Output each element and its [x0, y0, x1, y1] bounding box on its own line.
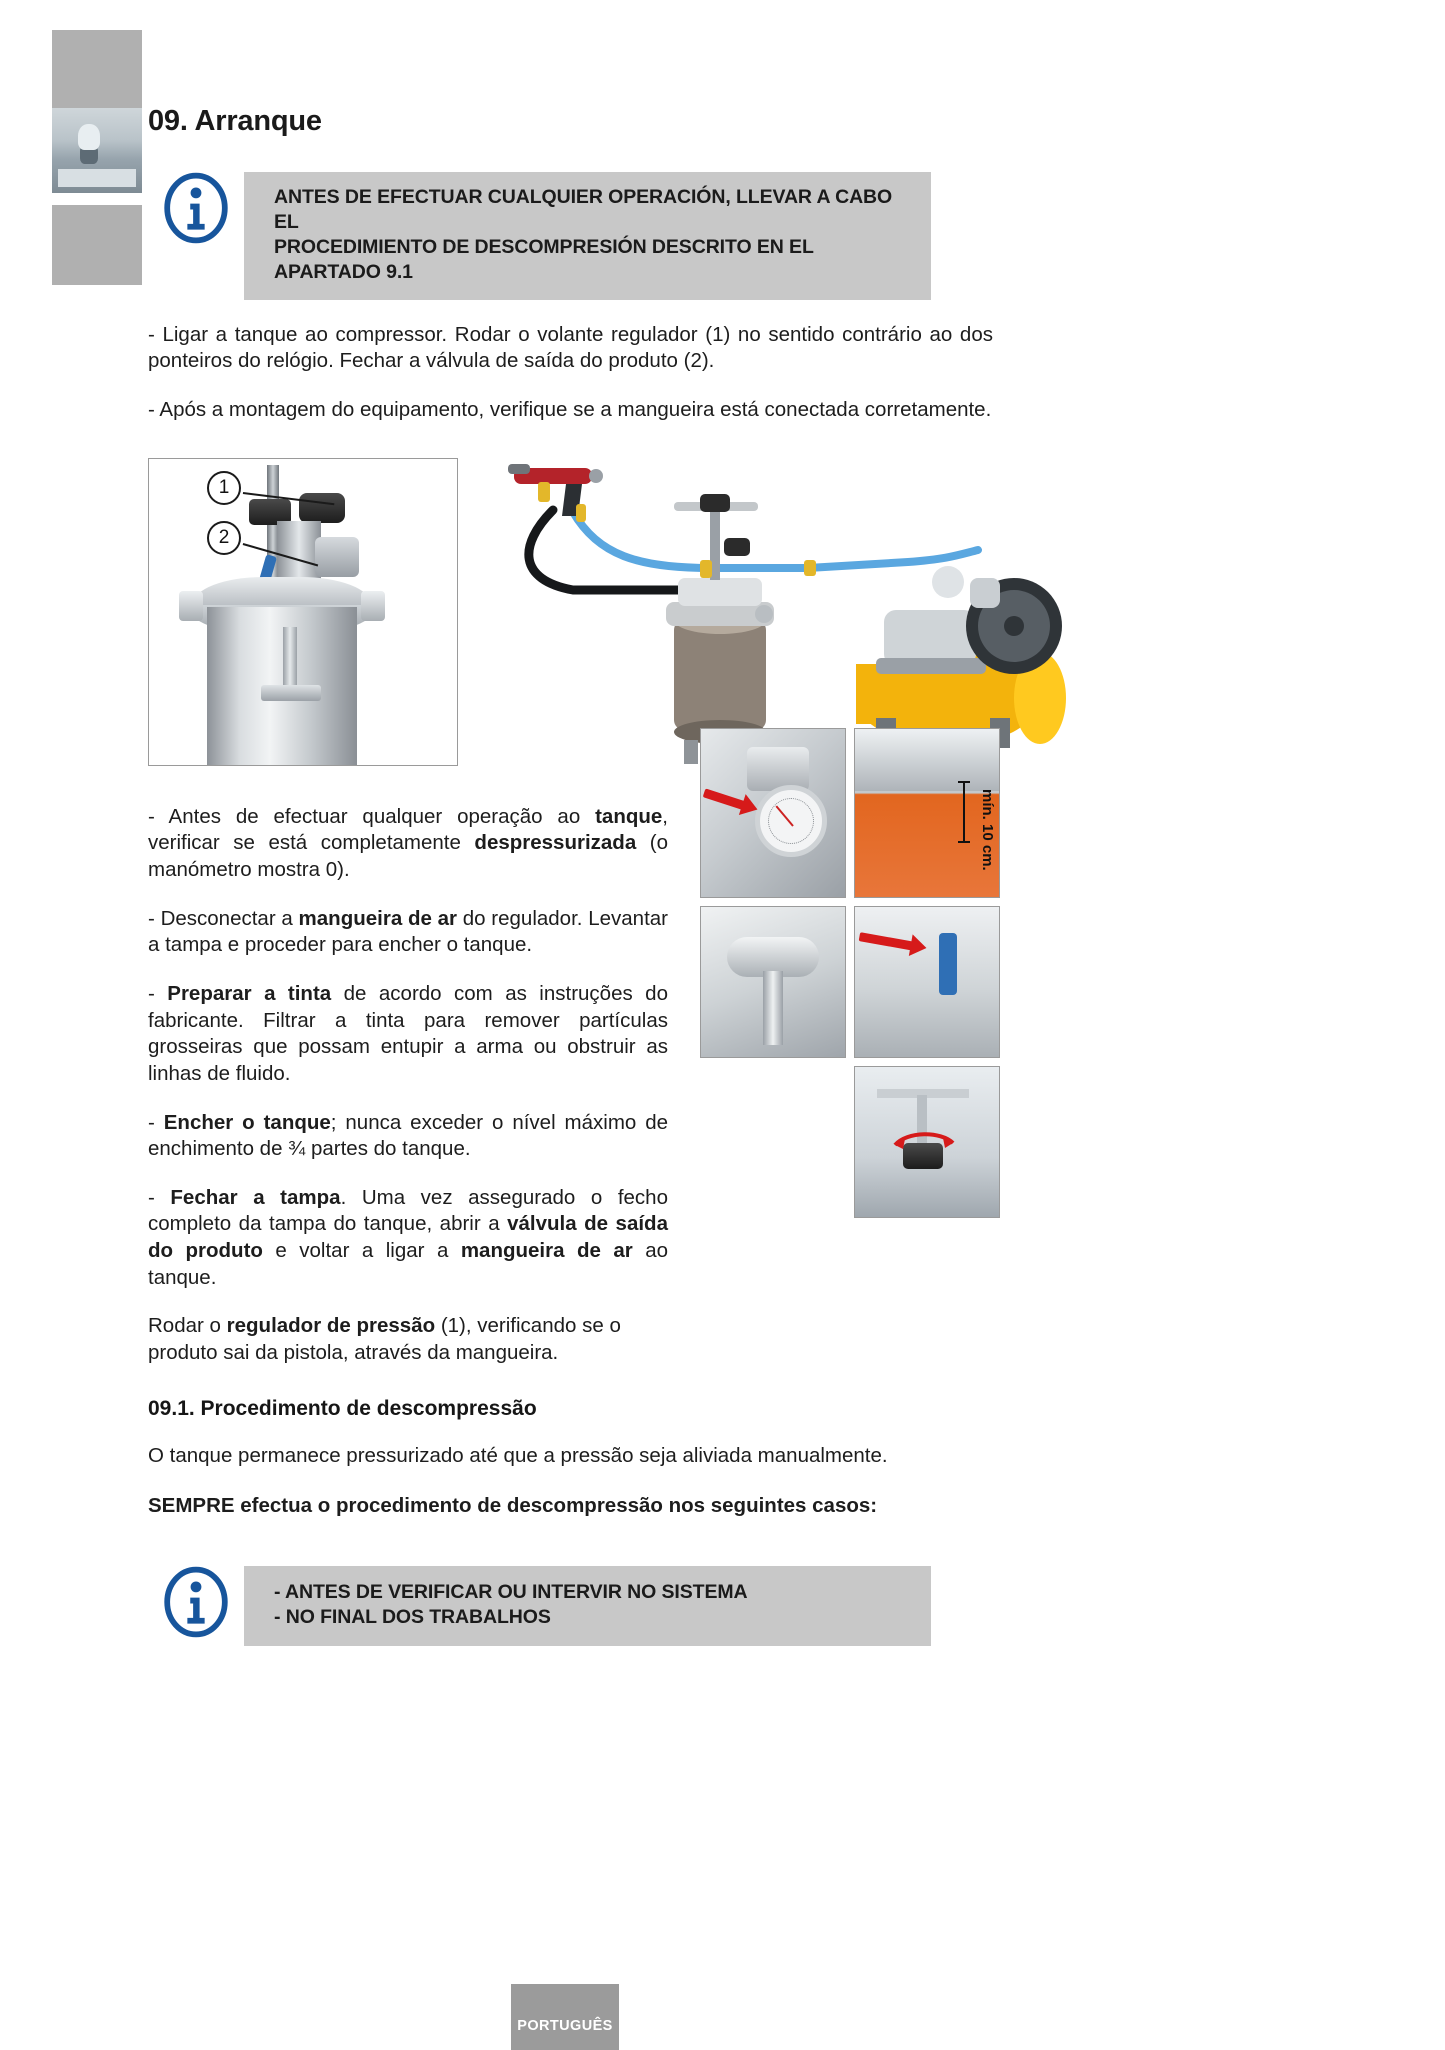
tank-outlet-foot — [261, 685, 321, 701]
tank-manifold — [315, 537, 359, 577]
step-preparar-tinta — [148, 981, 668, 1088]
step-despressurizada — [148, 804, 668, 884]
step-desconectar-mangueira — [148, 906, 668, 959]
thumb-lid-clamp — [700, 906, 846, 1058]
strip-block-photo — [52, 108, 142, 193]
tank-knob-right — [299, 493, 345, 523]
text-part-bold: mangueira de ar — [298, 906, 458, 930]
min-value-text: 10 cm. — [979, 824, 996, 871]
info-circle-icon — [160, 172, 232, 244]
figure-callout-1: 1 — [207, 471, 241, 505]
text-part: - Desconectar a — [148, 906, 299, 930]
callout-text-bar — [244, 172, 931, 300]
gauge-ticks — [768, 798, 814, 844]
intro-paragraph-2: - Após a montagem do equipamento, verifique se a mangueira está conectada corretamente. — [148, 398, 992, 422]
min-label-text: mín. — [979, 789, 996, 820]
text-part: - — [148, 981, 168, 1005]
text-part: de acordo com as instruções do fabricante. Filtrar a tinta para remover partículas grosseiras que possam entupir a arma ou obstruir as linhas de fluido. — [148, 981, 668, 1085]
text-part: - — [148, 1185, 171, 1209]
text-part-bold: Preparar a tinta — [167, 981, 332, 1005]
red-pointer-arrow-icon — [703, 788, 748, 810]
text-part: - Antes de efectuar qualquer operação ao — [148, 804, 596, 828]
text-part: Rodar o — [148, 1314, 227, 1338]
text-part: ; nunca exceder o nível máximo de enchimento de ¾ partes do tanque. — [148, 1110, 669, 1161]
clamp-stem — [763, 971, 783, 1045]
thumbnail-grid — [700, 728, 1000, 1226]
text-part-bold: despressurizada — [474, 831, 637, 855]
callout-line-1: ANTES DE EFECTUAR CUALQUIER OPERACIÓN, LLEVAR A CABO EL — [274, 186, 893, 233]
decompression-always-line: SEMPRE efectua o procedimento de descompressão nos seguintes casos: — [148, 1494, 878, 1518]
callout-bottom-line-1: - ANTES DE VERIFICAR OU INTERVIR NO SISTEMA — [274, 1580, 748, 1603]
callout-warning-bottom — [148, 1566, 931, 1646]
step-encher-tanque — [148, 1110, 668, 1163]
text-part: , verificar se está completamente — [148, 804, 668, 855]
thumb-fill-level — [854, 728, 1000, 898]
text-part: ao tanque. — [148, 1239, 669, 1289]
callout-bottom-line-2: - NO FINAL DOS TRABALHOS — [274, 1605, 551, 1628]
text-part: (1), verificando se o produto sai da pistola, através da mangueira. — [148, 1314, 621, 1364]
text-part: e voltar a ligar a — [262, 1239, 461, 1263]
min-height-label — [979, 789, 995, 871]
strip-block-gray-top — [52, 30, 142, 108]
text-part: (o manómetro mostra 0). — [148, 831, 668, 882]
thumb-regulator-knob — [854, 1066, 1000, 1218]
thumbnail-row-1 — [700, 728, 1000, 898]
callout-line-2: PROCEDIMIENTO DE DESCOMPRESIÓN DESCRITO EN EL APARTADO 9.1 — [274, 235, 814, 283]
tank-outlet-stem — [283, 627, 297, 689]
step-rodar-regulador — [148, 1313, 668, 1366]
thumb-blue-lever — [854, 906, 1000, 1058]
tank-clamp-right — [361, 591, 385, 621]
text-part: do regulador. Levantar a tampa e proceder para encher o tanque. — [148, 906, 668, 957]
info-icon-wrap — [148, 172, 244, 244]
text-part: - — [148, 1110, 164, 1134]
step-fechar-tampa — [148, 1185, 668, 1292]
tank-image — [149, 459, 457, 765]
footer-language-tab: PORTUGUÊS — [511, 1984, 619, 2050]
text-part-bold: Encher o tanque — [163, 1110, 331, 1134]
text-part-bold: tanque — [595, 804, 663, 828]
text-part-bold: válvula de saída do produto — [148, 1212, 668, 1263]
thumb-manometer — [700, 728, 846, 898]
decompression-paragraph: O tanque permanece pressurizado até que a pressão seja aliviada manualmente. — [148, 1443, 888, 1467]
air-compressor — [856, 566, 1066, 748]
tank-photo — [148, 458, 458, 766]
regulator-body — [747, 747, 809, 791]
text-part-bold: Fechar a tampa — [170, 1185, 341, 1209]
dimension-line — [963, 781, 965, 843]
info-circle-icon — [160, 1566, 232, 1638]
intro-paragraph-1: - Ligar a tanque ao compressor. Rodar o volante regulador (1) no sentido contrário ao dos ponteiros do relógio. Fechar a válvula de saída do produto (2). — [148, 322, 993, 373]
margin-photo-strip — [52, 30, 142, 285]
figure-callout-2: 2 — [207, 521, 241, 555]
center-pressure-tank — [666, 494, 774, 764]
page-title: 09. Arranque — [148, 105, 322, 137]
callout-warning-top — [148, 172, 931, 300]
subsection-title: 09.1. Procedimento de descompressão — [148, 1396, 537, 1420]
strip-block-gray-bottom — [52, 205, 142, 285]
red-pointer-arrow-icon — [859, 932, 916, 951]
strip-gap — [52, 193, 142, 205]
callout-text-bar-bottom — [244, 1566, 931, 1646]
text-part-bold: mangueira de ar — [460, 1239, 633, 1263]
thumbnail-row-3 — [700, 1066, 1000, 1218]
operator-thumbnail-image — [52, 108, 142, 193]
info-icon-wrap-bottom — [148, 1566, 244, 1638]
text-part-bold: regulador de pressão — [226, 1314, 436, 1338]
thumbnail-row-2 — [700, 906, 1000, 1058]
pressure-gauge-face — [755, 785, 827, 857]
text-part: . Uma vez assegurado o fecho completo da tampa do tanque, abrir a — [148, 1185, 668, 1236]
blue-valve-lever — [939, 933, 957, 995]
rotation-arrow-icon — [889, 1129, 959, 1151]
tank-clamp-left — [179, 591, 203, 621]
tank-lid-edge — [855, 729, 999, 791]
